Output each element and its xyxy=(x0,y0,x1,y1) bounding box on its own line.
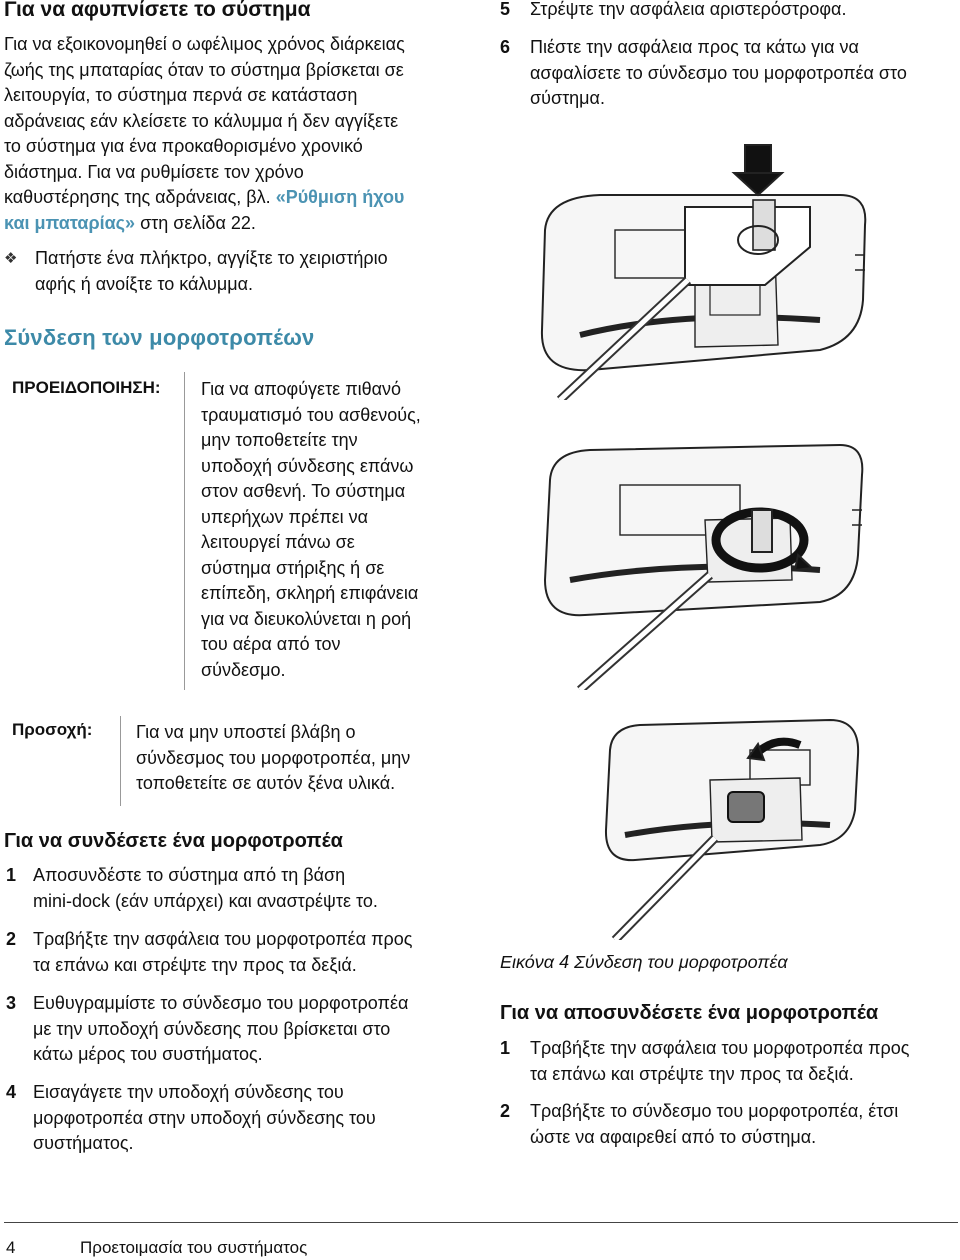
warning-text: Για να αποφύγετε πιθανό τραυματισμό του ασθενούς, μην τοποθετείτε την υποδοχή σύνδεσης επάνω στον ασθενή. Το σύστημα υπερήχων πρέπει να λειτουργεί πάνω σε σύστημα στήριξης ή σε επίπεδη, σκληρή επιφάνεια για να διευκολύνεται η ροή του αέρα από τον σύνδεσμο. xyxy=(201,379,421,680)
figure-caption: Εικόνα 4 Σύνδεση του μορφοτροπέα xyxy=(500,952,788,972)
disconnect-heading: Για να αποσυνδέσετε ένα μορφοτροπέα xyxy=(500,1002,879,1024)
disconnect-step-2: 2 Τραβήξτε το σύνδεσμο του μορφοτροπέα, έτσι ώστε να αφαιρεθεί από το σύστημα. xyxy=(500,1101,899,1147)
caution-label: Προσοχή: xyxy=(12,720,93,739)
illustration-push-latch xyxy=(520,135,880,400)
caution-divider xyxy=(120,716,121,806)
caution-text: Για να μην υποστεί βλάβη ο σύνδεσμος του μορφοτροπέα, μην τοποθετείτε σε αυτόν ξένα υλικά. xyxy=(136,722,411,793)
disconnect-step-1: 1 Τραβήξτε την ασφάλεια του μορφοτροπέα προς τα επάνω και στρέψτε την προς τα δεξιά. xyxy=(500,1038,910,1084)
warning-label: ΠΡΟΕΙΔΟΠΟΙΗΣΗ: xyxy=(12,378,161,397)
settings-link[interactable]: «Ρύθμιση ήχου xyxy=(275,187,405,207)
illustration-lock-latch xyxy=(600,700,870,940)
connect-step-1: 1 Αποσυνδέστε το σύστημα από τη βάση mini-dock (εάν υπάρχει) και αναστρέψτε το. xyxy=(6,865,378,911)
settings-link-cont[interactable]: και μπαταρίας» xyxy=(4,212,136,233)
wake-paragraph: Για να εξοικονομηθεί ο ωφέλιμος χρόνος διάρκειας ζωής της μπαταρίας όταν το σύστημα βρίσκεται σε λειτουργία, το σύστημα περνά σε κατάσταση αδράνειας εάν κλείσετε το κάλυμμα ή δεν αγγίξετε το σύστημα για ένα προκαθορισμένο χρονικό διάστημα. Για να ρυθμίσετε τον χρόνο καθυστέρησης της αδράνειας, βλ. «Ρύθμιση ήχου και μπαταρίας» στη σελίδα 22. xyxy=(4,34,405,233)
connect-step-3: 3 Ευθυγραμμίστε το σύνδεσμο του μορφοτροπέα με την υποδοχή σύνδεσης που βρίσκεται στο κάτω μέρος του συστήματος. xyxy=(6,993,409,1064)
right-step-6: 6 Πιέστε την ασφάλεια προς τα κάτω για να ασφαλίσετε το σύνδεσμο του μορφοτροπέα στο σύστημα. xyxy=(500,37,907,108)
illustration-rotate-latch xyxy=(540,430,870,690)
diamond-bullet-icon: ❖ xyxy=(4,250,18,267)
footer-rule xyxy=(4,1222,958,1223)
section-heading: Σύνδεση των μορφοτροπέων xyxy=(4,325,315,350)
footer-title: Προετοιμασία του συστήματος xyxy=(80,1238,308,1257)
connect-step-4: 4 Εισαγάγετε την υποδοχή σύνδεσης του μορφοτροπέα στην υποδοχή σύνδεσης του συστήματος. xyxy=(6,1082,376,1153)
warning-divider xyxy=(184,372,185,690)
wake-bullet: ❖ Πατήστε ένα πλήκτρο, αγγίξτε το χειριστήριο αφής ή ανοίξτε το κάλυμμα. xyxy=(4,248,388,294)
right-step-5: 5 Στρέψτε την ασφάλεια αριστερόστροφα. xyxy=(500,0,847,19)
page-number: 4 xyxy=(6,1238,16,1257)
connect-step-2: 2 Τραβήξτε την ασφάλεια του μορφοτροπέα προς τα επάνω και στρέψτε την προς τα δεξιά. xyxy=(6,929,413,975)
wake-heading: Για να αφυπνίσετε το σύστημα xyxy=(4,0,311,21)
connect-heading: Για να συνδέσετε ένα μορφοτροπέα xyxy=(4,830,343,852)
